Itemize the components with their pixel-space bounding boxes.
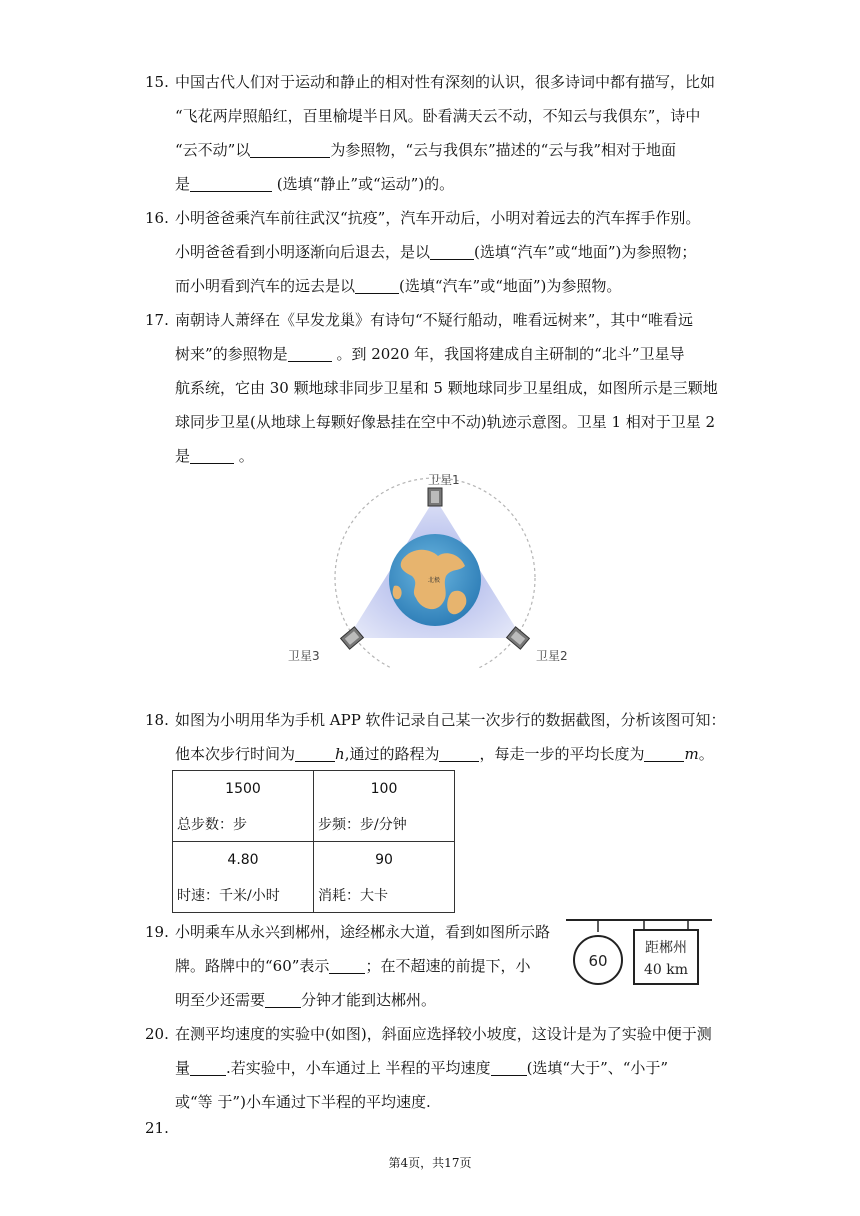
answer-blank[interactable] — [644, 743, 684, 762]
answer-blank[interactable] — [439, 743, 479, 762]
satellite-1 — [428, 488, 442, 506]
satellite-3-label: 卫星3 — [288, 649, 320, 663]
answer-blank[interactable] — [250, 139, 330, 158]
question-text: 量 .若实验中，小车通过上 半程的平均速度 (选填“大于”、“小于” — [175, 1059, 669, 1077]
walking-data-table — [172, 770, 455, 913]
answer-blank[interactable] — [265, 989, 301, 1008]
satellite-1-label: 卫星1 — [428, 473, 460, 487]
question-text: 南朝诗人萧绎在《早发龙巢》有诗句“不疑行船动，唯看远树来”，其中“唯看远 — [175, 311, 694, 329]
page-footer: 第4页，共17页 — [388, 1156, 472, 1170]
table-cell: 100 步频：步/分钟 — [314, 771, 455, 842]
table-cell: 4.80 时速：千米/小时 — [173, 842, 314, 913]
earth-label: 北极 — [428, 577, 441, 584]
question-text: 航系统，它由 30 颗地球非同步卫星和 5 颗地球同步卫星组成，如图所示是三颗地 — [175, 379, 718, 397]
question-19 — [145, 916, 565, 1016]
question-text: 球同步卫星(从地球上每颗好像悬挂在空中不动)轨迹示意图。卫星 1 相对于卫星 2 — [175, 413, 716, 431]
question-number: 15. — [145, 73, 169, 91]
answer-blank[interactable] — [295, 743, 335, 762]
question-text: 是 。 — [175, 447, 254, 465]
question-number: 19. — [145, 923, 169, 941]
table-row — [173, 771, 455, 842]
speed-limit-value: 60 — [588, 952, 608, 970]
question-text: 如图为小明用华为手机 APP 软件记录自己某一次步行的数据截图，分析该图可知： — [175, 711, 726, 729]
question-17 — [145, 304, 725, 474]
distance-sign-destination: 距郴州 — [645, 940, 687, 956]
question-15 — [145, 66, 725, 196]
road-sign-figure — [562, 912, 716, 992]
question-text: 明至少还需要 分钟才能到达郴州。 — [175, 991, 437, 1009]
answer-blank[interactable] — [491, 1057, 527, 1076]
question-text: 牌。路牌中的“60”表示 ；在不超速的前提下，小 — [175, 957, 531, 975]
question-text: 小明爸爸看到小明逐渐向后退去，是以 (选填“汽车”或“地面”)为参照物； — [175, 243, 697, 261]
question-text: “云不动”以 为参照物，“云与我俱东”描述的“云与我”相对于地面 — [175, 141, 677, 159]
answer-blank[interactable] — [329, 955, 365, 974]
table-cell: 1500 总步数：步 — [173, 771, 314, 842]
question-number: 17. — [145, 311, 169, 329]
table-cell: 90 消耗：大卡 — [314, 842, 455, 913]
question-text: “飞花两岸照船红，百里榆堤半日风。卧看满天云不动，不知云与我俱东”，诗中 — [175, 107, 701, 125]
satellite-orbit-figure — [270, 468, 610, 668]
question-21 — [145, 1112, 725, 1144]
answer-blank[interactable] — [430, 241, 474, 260]
distance-sign-value: 40 km — [643, 962, 689, 978]
question-20 — [145, 1018, 745, 1118]
answer-blank[interactable] — [190, 1057, 226, 1076]
question-number: 21. — [145, 1119, 169, 1137]
question-18 — [145, 704, 745, 770]
question-text: 而小明看到汽车的远去是以 (选填“汽车”或“地面”)为参照物。 — [175, 277, 622, 295]
answer-blank[interactable] — [288, 343, 332, 362]
question-text: 中国古代人们对于运动和静止的相对性有深刻的认识，很多诗词中都有描写，比如 — [175, 73, 716, 91]
question-text: 树来”的参照物是 。到 2020 年，我国将建成自主研制的“北斗”卫星导 — [175, 345, 685, 363]
question-16 — [145, 202, 725, 302]
answer-blank[interactable] — [190, 173, 272, 192]
question-number: 20. — [145, 1025, 169, 1043]
satellite-2-label: 卫星2 — [536, 649, 568, 663]
question-text: 他本次步行时间为 h,通过的路程为 ，每走一步的平均长度为 m。 — [175, 745, 714, 763]
question-text: 或“等 于”)小车通过下半程的平均速度. — [175, 1093, 431, 1111]
question-text: 小明爸爸乘汽车前往武汉“抗疫”，汽车开动后，小明对着远去的汽车挥手作别。 — [175, 209, 701, 227]
question-number: 18. — [145, 711, 169, 729]
answer-blank[interactable] — [355, 275, 399, 294]
question-text: 是 (选填“静止”或“运动”)的。 — [175, 175, 455, 193]
question-text: 小明乘车从永兴到郴州，途经郴永大道，看到如图所示路 — [175, 923, 551, 941]
question-number: 16. — [145, 209, 169, 227]
question-text: 在测平均速度的实验中(如图)，斜面应选择较小坡度，这设计是为了实验中便于测 — [175, 1025, 712, 1043]
answer-blank[interactable] — [190, 445, 234, 464]
table-row — [173, 842, 455, 913]
